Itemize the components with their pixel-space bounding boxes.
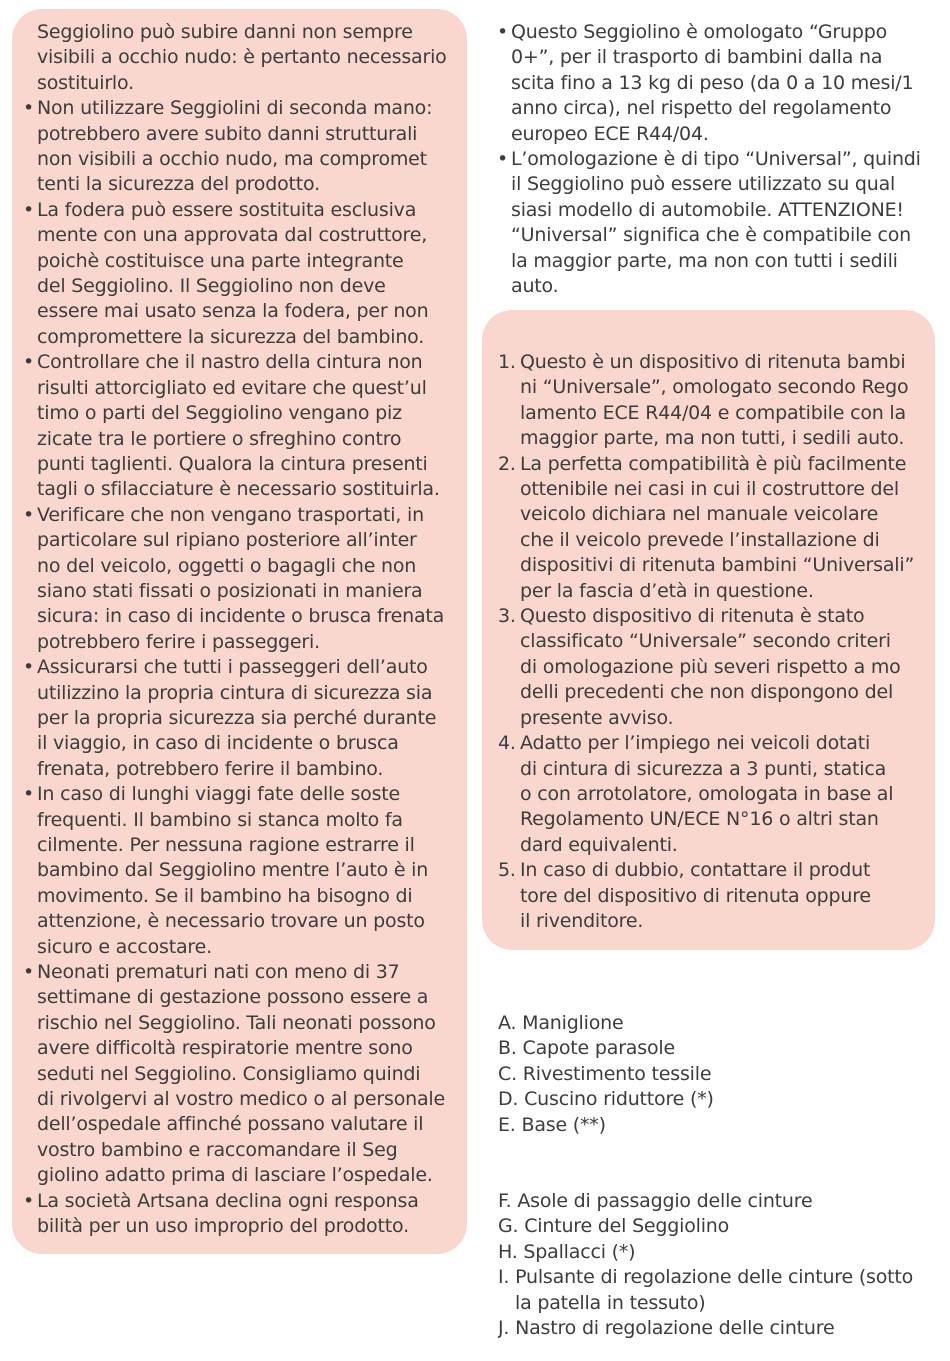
legend-item: C. Rivestimento tessile xyxy=(498,1062,712,1085)
numbered-item-start xyxy=(498,452,930,477)
bullet-item-start: • Verificare che non vengano trasportati, in xyxy=(22,503,462,528)
numbered-item-line xyxy=(498,426,930,451)
bullet-item-line: tenti la sicurezza del prodotto. xyxy=(37,173,320,196)
item-text: classificato “Universale” secondo criteri xyxy=(520,630,891,653)
bullet-item-line: siasi modello di automobile. ATTENZIONE! xyxy=(511,198,904,221)
bullet-item-line: del Seggiolino. Il Seggiolino non deve xyxy=(37,275,386,298)
item-text: dispositivi di ritenuta bambini “Universali” xyxy=(520,554,915,577)
item-text: La perfetta compatibilità è più facilmente xyxy=(520,452,907,475)
intro-line: visibili a occhio nudo: è pertanto necessario xyxy=(37,46,447,69)
universal-notice-list xyxy=(498,350,930,934)
bullet-item-line: bambino dal Seggiolino mentre l’auto è in xyxy=(37,859,429,882)
bullet-item-line: sicura: in caso di incidente o brusca frenata xyxy=(37,605,445,628)
bullet-item-start: • Assicurarsi che tutti i passeggeri dell’auto xyxy=(22,655,462,680)
item-number: 2. xyxy=(498,452,516,475)
bullet-item-line: timo o parti del Seggiolino vengano piz xyxy=(37,402,402,425)
item-text: per la fascia d’età in questione. xyxy=(520,579,814,602)
numbered-item-line xyxy=(498,502,930,527)
numbered-item-line xyxy=(498,528,930,553)
numbered-item-line xyxy=(498,706,930,731)
bullet-item-line: il viaggio, in caso di incidente o brusca xyxy=(37,732,399,755)
bullet-item-line: frenata, potrebbero ferire il bambino. xyxy=(37,757,384,780)
bullet-item-line: rischio nel Seggiolino. Tali neonati possono xyxy=(37,1011,436,1034)
legend-item: J. Nastro di regolazione delle cinture xyxy=(498,1317,835,1340)
bullet-item-line: tagli o sfilacciature è necessario sostituirla. xyxy=(37,478,440,501)
bullet-item-line: cilmente. Per nessuna ragione estrarre il xyxy=(37,834,415,856)
bullet-item-line: compromettere la sicurezza del bambino. xyxy=(37,325,425,348)
numbered-item-line xyxy=(498,782,930,807)
legend-item: H. Spallacci (*) xyxy=(498,1240,636,1263)
bullet-item-start: • Questo Seggiolino è omologato “Gruppo xyxy=(496,20,936,45)
bullet-item-line: potrebbero avere subito danni strutturali xyxy=(37,122,418,145)
numbered-item-line xyxy=(498,401,930,426)
bullet-item-line: di rivolgervi al vostro medico o al personale xyxy=(37,1088,445,1111)
numbered-item-line xyxy=(498,833,930,858)
item-text: tore del dispositivo di ritenuta oppure xyxy=(520,884,871,907)
homologation-text xyxy=(496,20,936,299)
bullet-item-line: anno circa), nel rispetto del regolamento xyxy=(511,97,892,120)
item-number: 5. xyxy=(498,859,516,882)
intro-line: Seggiolino può subire danni non sempre xyxy=(37,21,413,43)
bullet-item-line: “Universal” significa che è compatibile con xyxy=(511,224,911,247)
numbered-item-start xyxy=(498,858,930,883)
bullet-item-line: per la propria sicurezza sia perché durante xyxy=(37,706,437,729)
item-text: Adatto per l’impiego nei veicoli dotati xyxy=(520,732,871,755)
item-text: dard equivalenti. xyxy=(520,833,678,856)
numbered-item-start xyxy=(498,731,930,756)
legend-item: A. Maniglione xyxy=(498,1012,624,1034)
bullet-item-line: particolare sul ripiano posteriore all’inter xyxy=(37,529,417,552)
bullet-item-line: scita fino a 13 kg di peso (da 0 a 10 mesi/1 xyxy=(511,71,914,94)
bullet-item-line: attenzione, è necessario trovare un posto xyxy=(37,910,425,933)
numbered-item-start xyxy=(498,350,930,375)
bullet-item-line: siano stati fissati o posizionati in maniera xyxy=(37,579,423,602)
bullet-item-line: giolino adatto prima di lasciare l’ospedale. xyxy=(37,1164,433,1187)
legend-item: I. Pulsante di regolazione delle cinture (sotto xyxy=(498,1266,914,1289)
numbered-item-line xyxy=(498,807,930,832)
bullet-item-line: utilizzino la propria cintura di sicurezza sia xyxy=(37,681,433,704)
bullet-item-line: mente con una approvata dal costruttore, xyxy=(37,224,428,247)
bullet-item-line: sicuro e accostare. xyxy=(37,935,212,958)
numbered-item-line xyxy=(498,579,930,604)
numbered-item-line xyxy=(498,553,930,578)
bullet-item-line: 0+”, per il trasporto di bambini dalla na xyxy=(511,46,883,69)
item-text: maggior parte, ma non tutti, i sedili auto. xyxy=(520,427,905,450)
numbered-item-line xyxy=(498,884,930,909)
item-text: che il veicolo prevede l’installazione di xyxy=(520,528,880,551)
bullet-item-line: bilità per un uso improprio del prodotto. xyxy=(37,1215,409,1238)
numbered-item-line xyxy=(498,757,930,782)
numbered-item-line xyxy=(498,655,930,680)
bullet-item-start: • L’omologazione è di tipo “Universal”, quindi xyxy=(496,147,936,172)
bullet-item-line: auto. xyxy=(511,275,559,298)
bullet-item-line: movimento. Se il bambino ha bisogno di xyxy=(37,884,413,907)
item-text: presente avviso. xyxy=(520,706,674,729)
bullet-item-line: risulti attorcigliato ed evitare che quest’ul xyxy=(37,376,427,399)
bullet-item-line: frequenti. Il bambino si stanca molto fa xyxy=(37,808,403,831)
legend-item: B. Capote parasole xyxy=(498,1037,675,1060)
item-text: di cintura di sicurezza a 3 punti, statica xyxy=(520,757,887,780)
bullet-item-line: potrebbero ferire i passeggeri. xyxy=(37,630,320,653)
bullet-item-line: poichè costituisce una parte integrante xyxy=(37,249,404,272)
item-text: ottenibile nei casi in cui il costruttore del xyxy=(520,478,899,501)
item-number: 1. xyxy=(498,351,516,373)
bullet-item-line: avere difficoltà respiratorie mentre sono xyxy=(37,1037,413,1060)
item-text: Questo è un dispositivo di ritenuta bambi xyxy=(520,351,906,373)
numbered-item-line xyxy=(498,909,930,934)
bullet-item-start: • La fodera può essere sostituita esclusiva xyxy=(22,198,462,223)
item-number: 3. xyxy=(498,605,516,628)
bullet-item-line: essere mai usato senza la fodera, per non xyxy=(37,300,429,323)
item-text: veicolo dichiara nel manuale veicolare xyxy=(520,503,879,526)
bullet-item-line: no del veicolo, oggetti o bagagli che non xyxy=(37,554,417,577)
item-text: lamento ECE R44/04 e compatibile con la xyxy=(520,401,906,424)
legend-item: G. Cinture del Seggiolino xyxy=(498,1215,730,1238)
legend-item: F. Asole di passaggio delle cinture xyxy=(498,1190,813,1212)
legend-item: D. Cuscino riduttore (*) xyxy=(498,1088,714,1111)
bullet-item-start: • La società Artsana declina ogni responsa xyxy=(22,1189,462,1214)
numbered-item-line xyxy=(498,477,930,502)
numbered-item-start xyxy=(498,604,930,629)
item-text: Questo dispositivo di ritenuta è stato xyxy=(520,605,865,628)
bullet-item-line: zicate tra le portiere o sfreghino contro xyxy=(37,427,402,450)
bullet-item-line: dell’ospedale affinché possano valutare il xyxy=(37,1113,424,1136)
bullet-item-line: europeo ECE R44/04. xyxy=(511,122,709,145)
intro-line: sostituirlo. xyxy=(37,71,134,94)
bullet-item-line: seduti nel Seggiolino. Consigliamo quindi xyxy=(37,1062,421,1085)
parts-legend-group-1 xyxy=(498,1011,928,1138)
bullet-item-start: • Controllare che il nastro della cintura non xyxy=(22,350,462,375)
bullet-item-line: settimane di gestazione possono essere a xyxy=(37,986,429,1009)
bullet-item-line: punti taglienti. Qualora la cintura presenti xyxy=(37,452,428,475)
legend-item-continuation: la patella in tessuto) xyxy=(515,1291,706,1314)
item-text: di omologazione più severi rispetto a mo xyxy=(520,655,901,678)
bullet-item-line: il Seggiolino può essere utilizzato su qual xyxy=(511,173,896,196)
numbered-item-line xyxy=(498,375,930,400)
numbered-item-line xyxy=(498,629,930,654)
item-number: 4. xyxy=(498,732,516,755)
left-warnings-text xyxy=(22,20,462,1240)
bullet-item-start: • Neonati prematuri nati con meno di 37 xyxy=(22,960,462,985)
bullet-item-line: non visibili a occhio nudo, ma compromet xyxy=(37,148,427,171)
item-text: ni “Universale”, omologato secondo Rego xyxy=(520,376,909,399)
numbered-item-line xyxy=(498,680,930,705)
item-text: Regolamento UN/ECE N°16 o altri stan xyxy=(520,808,879,831)
legend-item: E. Base (**) xyxy=(498,1113,606,1136)
parts-legend-group-2 xyxy=(498,1189,933,1341)
item-text: In caso di dubbio, contattare il produt xyxy=(520,859,871,882)
bullet-item-line: vostro bambino e raccomandare il Seg xyxy=(37,1138,398,1161)
item-text: il rivenditore. xyxy=(520,909,644,932)
item-text: o con arrotolatore, omologata in base al xyxy=(520,782,894,805)
bullet-item-start: • Non utilizzare Seggiolini di seconda mano: xyxy=(22,96,462,121)
bullet-item-start: • In caso di lunghi viaggi fate delle soste xyxy=(22,782,462,807)
bullet-item-line: la maggior parte, ma non con tutti i sedili xyxy=(511,249,898,272)
item-text: delli precedenti che non dispongono del xyxy=(520,681,894,704)
